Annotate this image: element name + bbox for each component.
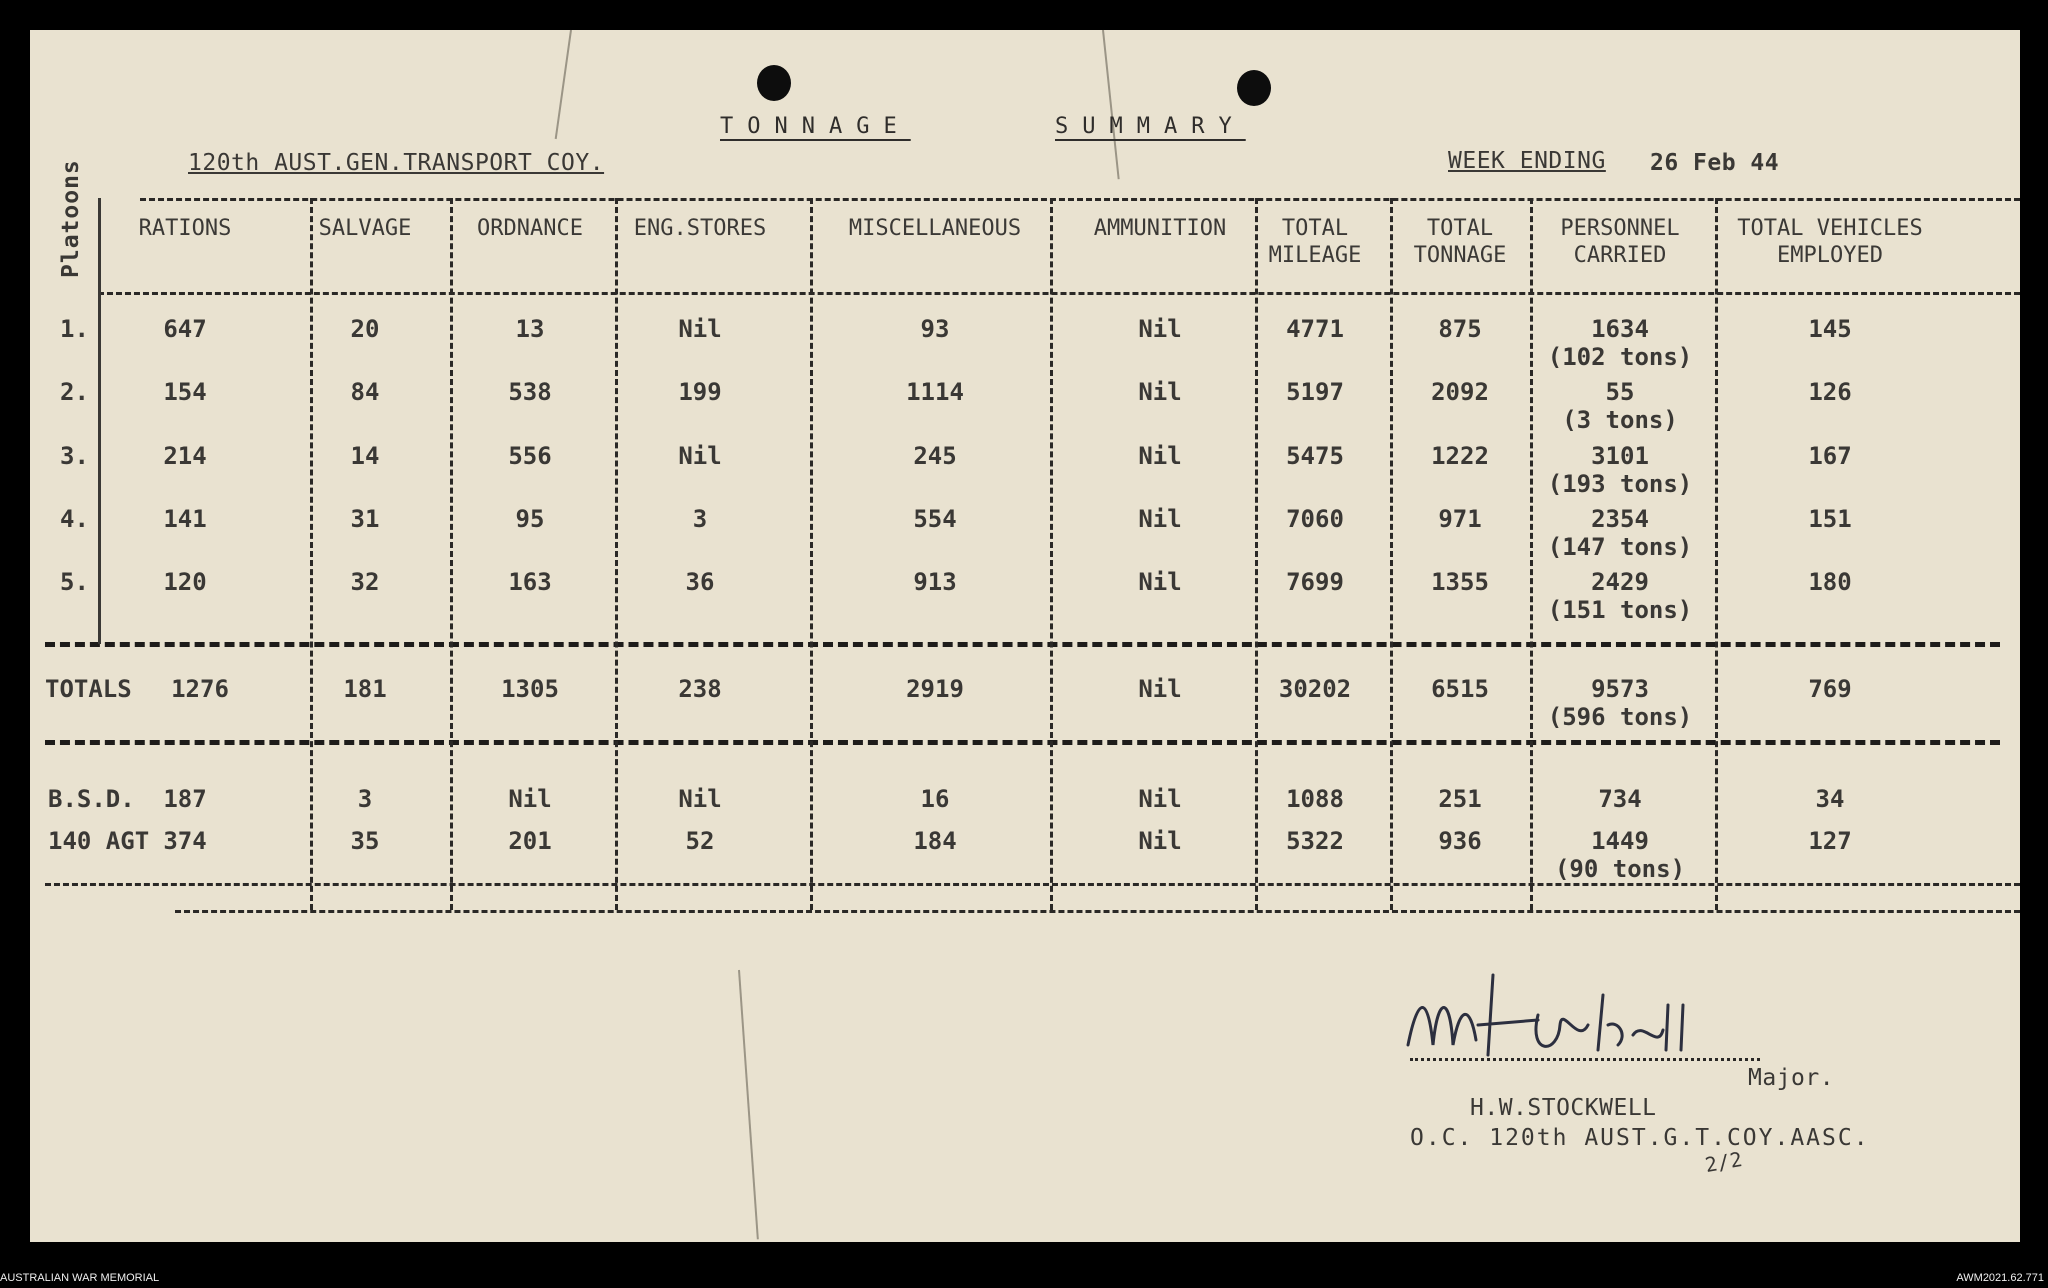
signatory-name: H.W.STOCKWELL xyxy=(1470,1095,1657,1121)
platoon-row-4-personnel-note: (147 tons) xyxy=(1547,533,1693,561)
extra-row-2: 140 AGT xyxy=(48,827,150,855)
platoon-row-1-personnel-note: (102 tons) xyxy=(1547,343,1693,371)
extra-row-2-value-2: 35 xyxy=(350,827,380,855)
platoon-row-5-value-1: 120 xyxy=(163,568,207,596)
platoon-row-1-value-1: 647 xyxy=(163,315,207,343)
footer-left: AUSTRALIAN WAR MEMORIAL xyxy=(0,1272,160,1284)
column-rule-5 xyxy=(1050,198,1053,910)
platoon-row-5-personnel-note: (151 tons) xyxy=(1547,596,1693,624)
column-header-line: MISCELLANEOUS xyxy=(848,216,1022,241)
platoon-row-5-value-6: Nil xyxy=(1138,568,1182,596)
column-header-line: TONNAGE xyxy=(1413,243,1507,268)
platoon-row-2: 2. xyxy=(60,378,89,406)
platoon-row-2-value-8: 2092 xyxy=(1431,378,1489,406)
header-bottom-rule xyxy=(140,198,2020,201)
extra-row-1-value-6: Nil xyxy=(1138,785,1182,813)
platoon-row-3-value-10: 167 xyxy=(1808,442,1852,470)
platoon-row-4-value-10: 151 xyxy=(1808,505,1852,533)
platoon-row-2-value-6: Nil xyxy=(1138,378,1182,406)
extra-row-2-value-4: 52 xyxy=(685,827,715,855)
platoon-row-2-value-5: 1114 xyxy=(906,378,964,406)
extra-row-1-value-2: 3 xyxy=(357,785,373,813)
column-header-personnel-carried xyxy=(1510,215,1730,269)
platoon-column-rule xyxy=(98,198,101,644)
platoon-row-1-value-5: 93 xyxy=(920,315,950,343)
table-bottom-rule xyxy=(175,910,2020,913)
extra-row-2-value-6: Nil xyxy=(1138,827,1182,855)
extra-row-2-value-7: 5322 xyxy=(1286,827,1344,855)
header-underline xyxy=(98,292,2020,295)
fold-line-lower xyxy=(738,970,759,1239)
unit-name: 120th AUST.GEN.TRANSPORT COY. xyxy=(188,150,605,176)
extra-row-1-value-3: Nil xyxy=(508,785,552,813)
totals-label-value-5: 2919 xyxy=(906,675,964,703)
totals-label-value-8: 6515 xyxy=(1431,675,1489,703)
signature xyxy=(1398,965,1698,1079)
column-header-line: CARRIED xyxy=(1573,243,1667,268)
platoon-row-5-value-9: 2429 xyxy=(1591,568,1649,596)
platoon-row-2-value-2: 84 xyxy=(350,378,380,406)
extra-row-1-value-4: Nil xyxy=(678,785,722,813)
totals-label-value-10: 769 xyxy=(1808,675,1852,703)
platoon-row-4-value-3: 95 xyxy=(515,505,545,533)
platoon-row-1-value-3: 13 xyxy=(515,315,545,343)
platoon-row-3-value-7: 5475 xyxy=(1286,442,1344,470)
page-mark: 2/2 xyxy=(1703,1146,1745,1178)
platoon-row-1: 1. xyxy=(60,315,89,343)
platoon-row-4-value-1: 141 xyxy=(163,505,207,533)
extra-row-1-value-5: 16 xyxy=(920,785,950,813)
platoon-row-3-value-9: 3101 xyxy=(1591,442,1649,470)
platoon-row-2-value-3: 538 xyxy=(508,378,552,406)
extra-row-1: B.S.D. xyxy=(48,785,135,813)
column-header-line: MILEAGE xyxy=(1268,243,1362,268)
platoon-row-3-value-6: Nil xyxy=(1138,442,1182,470)
signatory-position: O.C. 120th AUST.G.T.COY.AASC. xyxy=(1410,1125,1870,1151)
document-title-tonnage: TONNAGE xyxy=(720,114,911,139)
platoon-row-1-value-6: Nil xyxy=(1138,315,1182,343)
platoon-row-5-value-3: 163 xyxy=(508,568,552,596)
totals-bottom-rule xyxy=(45,740,2000,745)
column-header-line: AMMUNITION xyxy=(1093,216,1227,241)
document-page xyxy=(30,30,2020,1242)
platoon-row-4-value-5: 554 xyxy=(913,505,957,533)
platoon-row-4: 4. xyxy=(60,505,89,533)
platoon-row-4-value-9: 2354 xyxy=(1591,505,1649,533)
platoon-row-1-value-9: 1634 xyxy=(1591,315,1649,343)
platoon-row-1-value-2: 20 xyxy=(350,315,380,343)
platoon-row-3-value-4: Nil xyxy=(678,442,722,470)
body-bottom-rule xyxy=(45,642,2000,647)
platoons-label: Platoons xyxy=(58,159,84,278)
platoon-row-2-value-1: 154 xyxy=(163,378,207,406)
platoon-row-2-value-10: 126 xyxy=(1808,378,1852,406)
platoon-row-3: 3. xyxy=(60,442,89,470)
extra-row-2-value-10: 127 xyxy=(1808,827,1852,855)
totals-label-value-7: 30202 xyxy=(1278,675,1352,703)
extra-row-2-value-5: 184 xyxy=(913,827,957,855)
extra-row-2-personnel-note: (90 tons) xyxy=(1554,855,1686,883)
totals-label-value-9: 9573 xyxy=(1591,675,1649,703)
platoon-row-4-value-7: 7060 xyxy=(1286,505,1344,533)
platoon-row-1-value-8: 875 xyxy=(1438,315,1482,343)
totals-label: TOTALS xyxy=(45,675,132,703)
totals-label-personnel-note: (596 tons) xyxy=(1547,703,1693,731)
platoon-row-3-personnel-note: (193 tons) xyxy=(1547,470,1693,498)
column-header-line: EMPLOYED xyxy=(1777,243,1883,268)
column-header-line: TOTAL VEHICLES xyxy=(1737,216,1923,241)
extra-row-1-value-9: 734 xyxy=(1598,785,1642,813)
column-header-eng-stores xyxy=(590,215,810,242)
column-header-line: ORDNANCE xyxy=(477,216,583,241)
platoon-row-4-value-6: Nil xyxy=(1138,505,1182,533)
platoon-row-3-value-1: 214 xyxy=(163,442,207,470)
column-header-total-vehicles-employed xyxy=(1720,215,1940,269)
platoon-row-5-value-7: 7699 xyxy=(1286,568,1344,596)
fold-line-upper xyxy=(1102,30,1120,179)
platoon-row-4-value-2: 31 xyxy=(350,505,380,533)
column-header-line: ENG.STORES xyxy=(633,216,767,241)
column-rule-3 xyxy=(615,198,618,910)
platoon-row-1-value-7: 4771 xyxy=(1286,315,1344,343)
column-rule-2 xyxy=(450,198,453,910)
column-header-line: TOTAL xyxy=(1281,216,1349,241)
signatory-rank: Major. xyxy=(1748,1065,1835,1091)
punch-hole-right xyxy=(1237,70,1271,106)
extra-row-2-value-3: 201 xyxy=(508,827,552,855)
extra-bottom-rule xyxy=(45,883,2020,886)
punch-hole-left xyxy=(757,65,791,101)
platoon-row-2-value-9: 55 xyxy=(1605,378,1635,406)
extra-row-2-value-1: 374 xyxy=(163,827,207,855)
column-header-line: PERSONNEL xyxy=(1560,216,1680,241)
platoon-row-5-value-10: 180 xyxy=(1808,568,1852,596)
extra-row-2-value-9: 1449 xyxy=(1591,827,1649,855)
platoon-row-5-value-4: 36 xyxy=(685,568,715,596)
extra-row-1-value-10: 34 xyxy=(1815,785,1845,813)
platoon-row-1-value-10: 145 xyxy=(1808,315,1852,343)
totals-label-value-2: 181 xyxy=(343,675,387,703)
extra-row-1-value-8: 251 xyxy=(1438,785,1482,813)
footer-right: AWM2021.62.771 xyxy=(1956,1272,2044,1284)
fold-line-top xyxy=(555,30,572,139)
totals-label-value-6: Nil xyxy=(1138,675,1182,703)
platoon-row-3-value-5: 245 xyxy=(913,442,957,470)
platoon-row-3-value-3: 556 xyxy=(508,442,552,470)
extra-row-2-value-8: 936 xyxy=(1438,827,1482,855)
platoon-row-1-value-4: Nil xyxy=(678,315,722,343)
totals-label-value-4: 238 xyxy=(678,675,722,703)
platoon-row-3-value-8: 1222 xyxy=(1431,442,1489,470)
document-title-summary: SUMMARY xyxy=(1055,114,1246,139)
platoon-row-4-value-8: 971 xyxy=(1438,505,1482,533)
platoon-row-3-value-2: 14 xyxy=(350,442,380,470)
column-header-line: TOTAL xyxy=(1426,216,1494,241)
platoon-row-2-personnel-note: (3 tons) xyxy=(1562,406,1678,434)
platoon-row-2-value-4: 199 xyxy=(678,378,722,406)
week-ending-label: WEEK ENDING xyxy=(1448,148,1606,174)
platoon-row-5: 5. xyxy=(60,568,89,596)
signature-dotted-line xyxy=(1410,1058,1760,1061)
totals-label-value-3: 1305 xyxy=(501,675,559,703)
platoon-row-5-value-2: 32 xyxy=(350,568,380,596)
column-rule-4 xyxy=(810,198,813,910)
extra-row-1-value-1: 187 xyxy=(163,785,207,813)
totals-label-value-1: 1276 xyxy=(171,675,229,703)
platoon-row-4-value-4: 3 xyxy=(692,505,708,533)
platoon-row-5-value-8: 1355 xyxy=(1431,568,1489,596)
column-header-line: SALVAGE xyxy=(318,216,412,241)
platoon-row-5-value-5: 913 xyxy=(913,568,957,596)
platoon-row-2-value-7: 5197 xyxy=(1286,378,1344,406)
column-header-line: RATIONS xyxy=(138,216,232,241)
week-ending-date: 26 Feb 44 xyxy=(1650,150,1780,176)
column-header-miscellaneous xyxy=(825,215,1045,242)
extra-row-1-value-7: 1088 xyxy=(1286,785,1344,813)
